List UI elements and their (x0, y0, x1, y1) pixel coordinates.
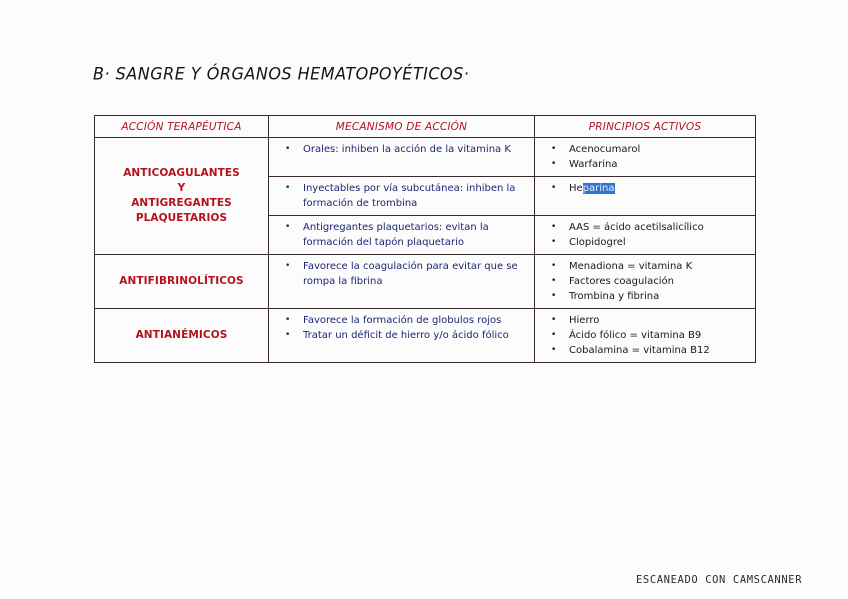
mechanism-cell (269, 309, 535, 363)
action-label: ANTICOAGULANTES (123, 167, 240, 179)
scanner-watermark: ESCANEADO CON CAMSCANNER (636, 574, 803, 586)
table-row (95, 255, 756, 309)
list-item: • Menadiona = vitamina K (569, 259, 749, 274)
table-header-row (95, 116, 756, 138)
table-row (95, 309, 756, 363)
mechanism-cell (269, 255, 535, 309)
list-item: • Favorece la coagulación para evitar que se rompa la fibrina (303, 259, 528, 289)
list-item: • Trombina y fibrina (569, 289, 749, 304)
action-label: ANTIFIBRINOLÍTICOS (119, 275, 244, 287)
list-item: • Cobalamina = vitamina B12 (569, 343, 749, 358)
list-item: • Hierro (569, 313, 749, 328)
list-item: • Favorece la formación de globulos rojos (303, 313, 528, 328)
list-item: • Inyectables por vía subcutánea: inhiben la formación de trombina (303, 181, 528, 211)
text-selection[interactable]: parina (582, 183, 615, 194)
list-item: • Tratar un déficit de hierro y/o ácido fólico (303, 328, 528, 343)
drug-table (94, 115, 756, 363)
actives-cell (535, 216, 756, 255)
table-row (95, 138, 756, 177)
actives-cell (535, 255, 756, 309)
list-item-heparina[interactable] (569, 181, 749, 196)
actives-cell (535, 309, 756, 363)
list-item: • Clopidogrel (569, 235, 749, 250)
actives-cell (535, 177, 756, 216)
list-item: • Acenocumarol (569, 142, 749, 157)
header-principios: PRINCIPIOS ACTIVOS (535, 116, 756, 138)
list-item: • Factores coagulación (569, 274, 749, 289)
action-cell-antifibrinoliticos (95, 255, 269, 309)
action-label: ANTIGREGANTES (131, 197, 232, 209)
list-item: • Orales: inhiben la acción de la vitamina K (303, 142, 528, 157)
text-prefix: He (569, 183, 583, 194)
mechanism-cell (269, 177, 535, 216)
header-mecanismo: MECANISMO DE ACCIÓN (269, 116, 535, 138)
header-accion: ACCIÓN TERAPÉUTICA (95, 116, 269, 138)
list-item: • Antigregantes plaquetarios: evitan la formación del tapón plaquetario (303, 220, 528, 250)
actives-cell (535, 138, 756, 177)
action-label: PLAQUETARIOS (135, 212, 228, 224)
action-label: ANTIANÉMICOS (135, 329, 228, 341)
list-item: • AAS = ácido acetilsalicílico (569, 220, 749, 235)
list-item: • Ácido fólico = vitamina B9 (569, 328, 749, 343)
section-title: B· SANGRE Y ÓRGANOS HEMATOPOYÉTICOS· (93, 63, 470, 84)
action-label: Y (177, 182, 186, 194)
action-cell-anticoagulantes (95, 138, 269, 255)
mechanism-cell (269, 138, 535, 177)
list-item: • Warfarina (569, 157, 749, 172)
action-cell-antianemicos (95, 309, 269, 363)
mechanism-cell (269, 216, 535, 255)
